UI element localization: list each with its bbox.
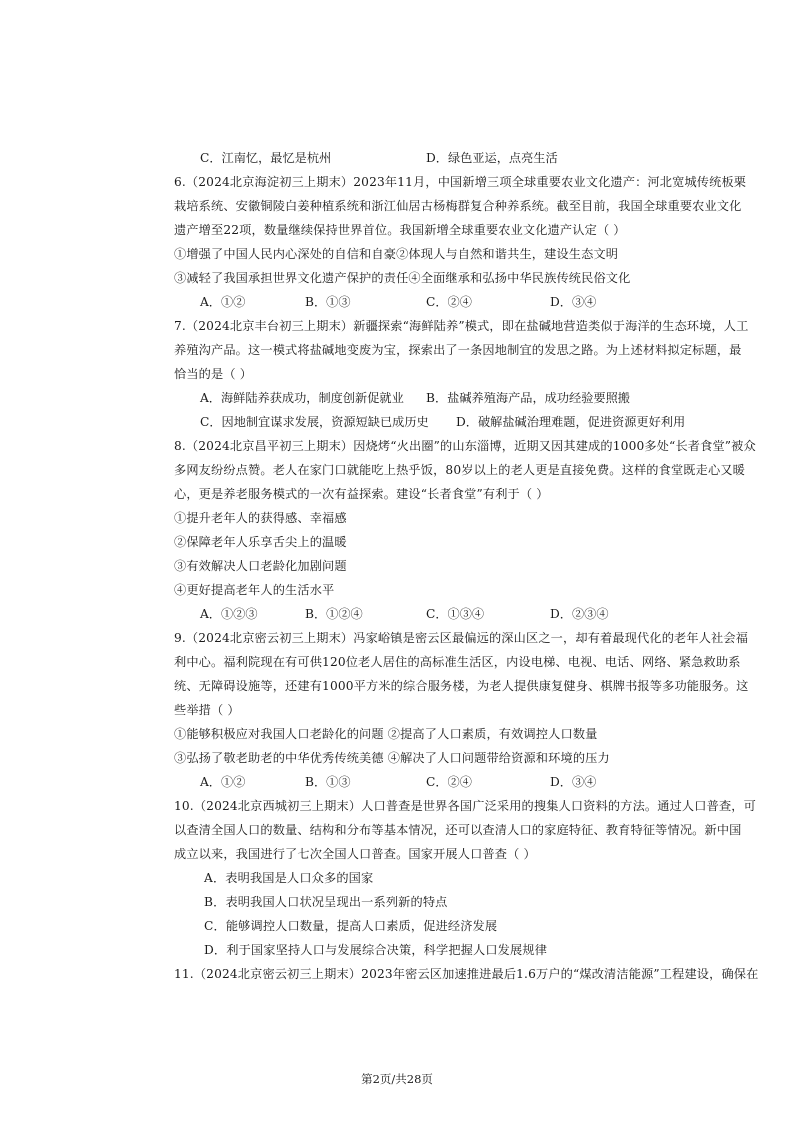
q7-stem-line-2: 养殖沟产品。这一模式将盐碱地变废为宝，探索出了一条因地制宜的发思之路。为上述材料拟定标题，最 [174, 343, 742, 357]
q9-item-line-2: ③弘扬了敬老助老的中华优秀传统美德 ④解决了人口问题带给资源和环境的压力 [174, 751, 610, 765]
q6-stem-line-2: 栽培系统、安徽铜陵白姜种植系统和浙江仙居古杨梅群复合种养系统。截至目前，我国全球重要农业文化 [174, 199, 742, 213]
q6-stem-line-1: 6.（2024北京海淀初三上期末）2023年11月，中国新增三项全球重要农业文化遗产：河北宽城传统板栗 [174, 175, 747, 189]
q6-item-line-1: ①增强了中国人民内心深处的自信和自豪②体现人与自然和谐共生，建设生态文明 [174, 247, 619, 261]
q6-option-d: D．③④ [550, 295, 597, 309]
q6-option-a: A．①② [200, 295, 246, 309]
q7-option-d: D．破解盐碱治理难题，促进资源更好利用 [456, 415, 686, 429]
q6-stem-line-3: 遗产增至22项，数量继续保持世界首位。我国新增全球重要农业文化遗产认定（ ） [174, 223, 626, 237]
q8-item-4: ④更好提高老年人的生活水平 [174, 583, 335, 597]
q7-stem-line-3: 恰当的是（ ） [174, 367, 253, 381]
q11-stem-line-1: 11.（2024北京密云初三上期末）2023年密云区加速推进最后1.6万户的“煤改清洁能源”工程建设，确保在 [174, 967, 759, 981]
q9-option-d: D．③④ [550, 775, 597, 789]
q10-stem-line-3: 成立以来，我国进行了七次全国人口普查。国家开展人口普查（ ） [174, 847, 536, 861]
q9-stem-line-3: 统、无障碍设施等，还建有1000平方米的综合服务楼，为老人提供康复健身、棋牌书报等多功能服务。这 [174, 679, 749, 693]
q7-options-row-2 [200, 414, 758, 430]
q8-stem-line-2: 多网友纷纷点赞。老人在家门口就能吃上热乎饭，80岁以上的老人更是直接免费。这样的食堂既走心又暖 [174, 463, 745, 477]
q9-options [200, 774, 758, 790]
page-number: 第2页/共28页 [361, 1072, 433, 1086]
q8-options [200, 606, 758, 622]
q7-option-c: C．因地制宜谋求发展，资源短缺已成历史 [200, 415, 429, 429]
q8-item-2: ②保障老年人乐享舌尖上的温暖 [174, 535, 347, 549]
q9-option-c: C．②④ [426, 775, 472, 789]
q8-option-c: C．①③④ [426, 607, 485, 621]
q10-option-d: D．利于国家坚持人口与发展综合决策，科学把握人口发展规律 [204, 943, 548, 957]
q10-option-b: B．表明我国人口状况呈现出一系列新的特点 [204, 895, 448, 909]
q8-option-a: A．①②③ [200, 607, 258, 621]
q6-option-b: B．①③ [305, 295, 351, 309]
q7-stem-line-1: 7.（2024北京丰台初三上期末）新疆探索“海鲜陆养”模式，即在盐碱地营造类似于海洋的生态环境，人工 [174, 319, 749, 333]
q7-options-row-1 [200, 390, 758, 406]
q8-option-b: B．①②④ [305, 607, 363, 621]
q10-option-c: C．能够调控人口数量，提高人口素质，促进经济发展 [204, 919, 498, 933]
q5-option-d: D．绿色亚运，点亮生活 [426, 151, 558, 165]
q5-option-c: C．江南忆，最忆是杭州 [200, 151, 332, 165]
q9-stem-line-2: 利中心。福利院现在有可供120位老人居住的高标准生活区，内设电梯、电视、电话、网络、紧急救助系 [174, 655, 741, 669]
q7-option-b: B．盐碱养殖海产品，成功经验要照搬 [426, 391, 630, 405]
q9-stem-line-1: 9.（2024北京密云初三上期末）冯家峪镇是密云区最偏远的深山区之一，却有着最现代化的老年人社会福 [174, 631, 749, 645]
q5-options [200, 150, 758, 166]
q8-stem-line-1: 8.（2024北京昌平初三上期末）因烧烤“火出圈”的山东淄博，近期又因其建成的1000多处“长者食堂”被众 [174, 439, 756, 453]
q8-item-1: ①提升老年人的获得感、幸福感 [174, 511, 347, 525]
q10-stem-line-2: 以查清全国人口的数量、结构和分布等基本情况，还可以查清人口的家庭特征、教育特征等情况。新中国 [174, 823, 742, 837]
q9-stem-line-4: 些举措（ ） [174, 703, 240, 717]
q8-stem-line-3: 心，更是养老服务模式的一次有益探索。建设“长者食堂”有利于（ ） [174, 487, 549, 501]
q8-item-3: ③有效解决人口老龄化加剧问题 [174, 559, 347, 573]
q9-option-b: B．①③ [305, 775, 351, 789]
q9-option-a: A．①② [200, 775, 246, 789]
q10-option-a: A．表明我国是人口众多的国家 [204, 871, 374, 885]
q6-item-line-2: ③减轻了我国承担世界文化遗产保护的责任④全面继承和弘扬中华民族传统民俗文化 [174, 271, 631, 285]
q9-item-line-1: ①能够积极应对我国人口老龄化的问题 ②提高了人口素质，有效调控人口数量 [174, 727, 598, 741]
q7-option-a: A．海鲜陆养获成功，制度创新促就业 [200, 391, 404, 405]
q10-stem-line-1: 10.（2024北京西城初三上期末）人口普查是世界各国广泛采用的搜集人口资料的方法。通过人口普查，可 [174, 799, 756, 813]
q8-option-d: D．②③④ [550, 607, 609, 621]
q6-option-c: C．②④ [426, 295, 472, 309]
q6-options [200, 294, 758, 310]
